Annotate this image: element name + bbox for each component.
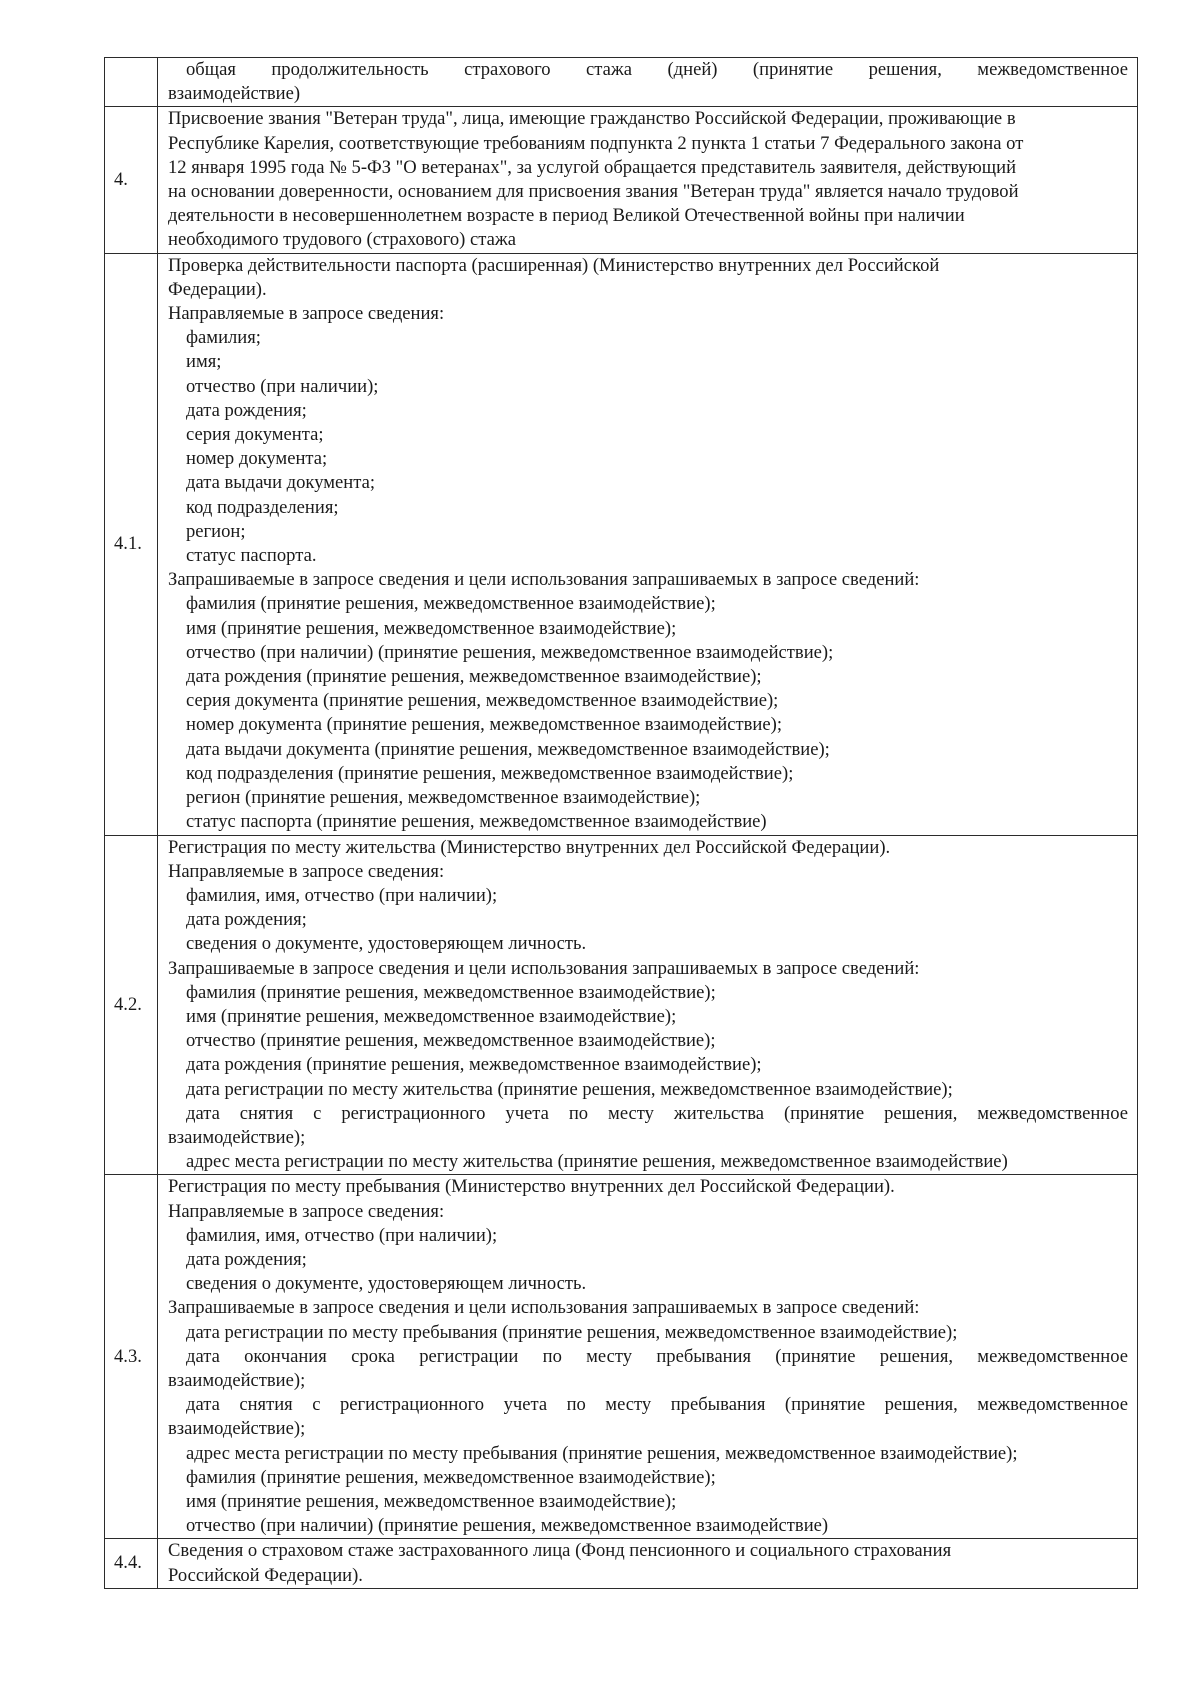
text-line: взаимодействие);: [168, 1369, 306, 1391]
text-line: Направляемые в запросе сведения:: [168, 303, 445, 325]
text-line: фамилия (принятие решения, межведомственное взаимодействие);: [186, 1466, 716, 1488]
text-line: Запрашиваемые в запросе сведения и цели использования запрашиваемых в запросе сведений:: [168, 1297, 920, 1319]
row-number-cell: [105, 58, 158, 107]
text-line: взаимодействие);: [168, 1418, 306, 1440]
text-line: фамилия;: [186, 327, 261, 349]
table-row: [105, 107, 1138, 253]
text-line: дата снятия с регистрационного учета по месту пребывания (принятие решения, межведомственное: [186, 1394, 1128, 1416]
text-line: взаимодействие);: [168, 1126, 306, 1148]
text-line: серия документа;: [186, 424, 324, 446]
text-line: дата рождения (принятие решения, межведомственное взаимодействие);: [186, 666, 762, 688]
table-row: [105, 58, 1138, 107]
text-line: сведения о документе, удостоверяющем личность.: [186, 1273, 587, 1295]
text-line: 12 января 1995 года № 5-ФЗ "О ветеранах", за услугой обращается представитель заявителя, действующий: [168, 156, 1017, 178]
text-line: дата рождения (принятие решения, межведомственное взаимодействие);: [186, 1054, 762, 1076]
text-line: Запрашиваемые в запросе сведения и цели использования запрашиваемых в запросе сведений:: [168, 957, 920, 979]
row-description-cell: [158, 1175, 1138, 1539]
text-line: дата рождения;: [186, 399, 307, 421]
text-line: дата окончания срока регистрации по месту пребывания (принятие решения, межведомственное: [186, 1345, 1128, 1367]
text-line: код подразделения;: [186, 496, 339, 518]
document-page: [104, 57, 1138, 1589]
text-line: Федерации).: [168, 278, 267, 300]
text-line: Направляемые в запросе сведения:: [168, 860, 445, 882]
text-line: фамилия, имя, отчество (при наличии);: [186, 884, 498, 906]
text-line: Сведения о страховом стаже застрахованного лица (Фонд пенсионного и социального страхования: [168, 1540, 952, 1562]
text-line: отчество (при наличии) (принятие решения, межведомственное взаимодействие): [186, 1515, 829, 1537]
text-line: статус паспорта (принятие решения, межведомственное взаимодействие): [186, 811, 767, 833]
text-line: отчество (принятие решения, межведомственное взаимодействие);: [186, 1030, 716, 1052]
text-line: дата рождения;: [186, 1248, 307, 1270]
text-line: дата рождения;: [186, 909, 307, 931]
row-number-cell: [105, 835, 158, 1175]
text-line: имя (принятие решения, межведомственное взаимодействие);: [186, 1005, 677, 1027]
row-description-cell: [158, 1539, 1138, 1588]
text-line: отчество (при наличии) (принятие решения, межведомственное взаимодействие);: [186, 641, 834, 663]
text-line: необходимого трудового (страхового) стажа: [168, 229, 516, 251]
services-table: [104, 57, 1138, 1589]
text-line: на основании доверенности, основанием для присвоения звания "Ветеран труда" является начало трудовой: [168, 181, 1019, 203]
row-number: 4.1.: [114, 532, 142, 554]
text-line: Российской Федерации).: [168, 1564, 363, 1586]
services-table-body: [105, 58, 1138, 1589]
text-line: общая продолжительность страхового стажа (дней) (принятие решения, межведомственное: [186, 59, 1128, 80]
text-line: взаимодействие): [168, 83, 301, 105]
text-line: Присвоение звания "Ветеран труда", лица, имеющие гражданство Российской Федерации, проживающие в: [168, 108, 1016, 130]
text-line: Регистрация по месту жительства (Министерство внутренних дел Российской Федерации).: [168, 836, 891, 858]
text-line: отчество (при наличии);: [186, 375, 379, 397]
text-line: номер документа (принятие решения, межведомственное взаимодействие);: [186, 714, 782, 736]
text-line: фамилия, имя, отчество (при наличии);: [186, 1224, 498, 1246]
row-number-cell: [105, 253, 158, 835]
text-line: адрес места регистрации по месту жительства (принятие решения, межведомственное взаимодействие): [186, 1151, 1008, 1173]
text-line: номер документа;: [186, 448, 328, 470]
text-line: Запрашиваемые в запросе сведения и цели использования запрашиваемых в запросе сведений:: [168, 569, 920, 591]
text-line: деятельности в несовершеннолетнем возрасте в период Великой Отечественной войны при наличии: [168, 205, 965, 227]
text-line: имя;: [186, 351, 222, 373]
row-number-cell: [105, 1175, 158, 1539]
text-line: регион;: [186, 520, 246, 542]
row-number: 4.: [114, 168, 128, 190]
row-number-cell: [105, 107, 158, 253]
row-description-cell: [158, 58, 1138, 107]
row-number: 4.2.: [114, 993, 142, 1015]
text-line: Проверка действительности паспорта (расширенная) (Министерство внутренних дел Российской: [168, 254, 940, 276]
row-number-cell: [105, 1539, 158, 1588]
row-number: 4.3.: [114, 1345, 142, 1367]
text-line: дата выдачи документа;: [186, 472, 375, 494]
table-row: [105, 1175, 1138, 1539]
text-line: имя (принятие решения, межведомственное взаимодействие);: [186, 617, 677, 639]
row-description-cell: [158, 253, 1138, 835]
text-line: фамилия (принятие решения, межведомственное взаимодействие);: [186, 593, 716, 615]
text-line: Регистрация по месту пребывания (Министерство внутренних дел Российской Федерации).: [168, 1176, 895, 1198]
text-line: адрес места регистрации по месту пребывания (принятие решения, межведомственное взаимодействие);: [186, 1442, 1018, 1464]
table-row: [105, 253, 1138, 835]
text-line: регион (принятие решения, межведомственное взаимодействие);: [186, 787, 701, 809]
text-line: дата снятия с регистрационного учета по месту жительства (принятие решения, межведомственное: [186, 1102, 1128, 1124]
text-line: статус паспорта.: [186, 545, 317, 567]
text-line: сведения о документе, удостоверяющем личность.: [186, 933, 587, 955]
row-description-cell: [158, 835, 1138, 1175]
table-row: [105, 1539, 1138, 1588]
text-line: Направляемые в запросе сведения:: [168, 1200, 445, 1222]
row-description-cell: [158, 107, 1138, 253]
text-line: имя (принятие решения, межведомственное взаимодействие);: [186, 1490, 677, 1512]
row-number: 4.4.: [114, 1552, 142, 1574]
text-line: дата регистрации по месту жительства (принятие решения, межведомственное взаимодействие);: [186, 1078, 953, 1100]
text-line: фамилия (принятие решения, межведомственное взаимодействие);: [186, 981, 716, 1003]
text-line: Республике Карелия, соответствующие требованиям подпункта 2 пункта 1 статьи 7 Федерального закона от: [168, 132, 1024, 154]
text-line: дата выдачи документа (принятие решения, межведомственное взаимодействие);: [186, 738, 830, 760]
text-line: дата регистрации по месту пребывания (принятие решения, межведомственное взаимодействие);: [186, 1321, 958, 1343]
text-line: серия документа (принятие решения, межведомственное взаимодействие);: [186, 690, 779, 712]
table-row: [105, 835, 1138, 1175]
text-line: код подразделения (принятие решения, межведомственное взаимодействие);: [186, 762, 794, 784]
